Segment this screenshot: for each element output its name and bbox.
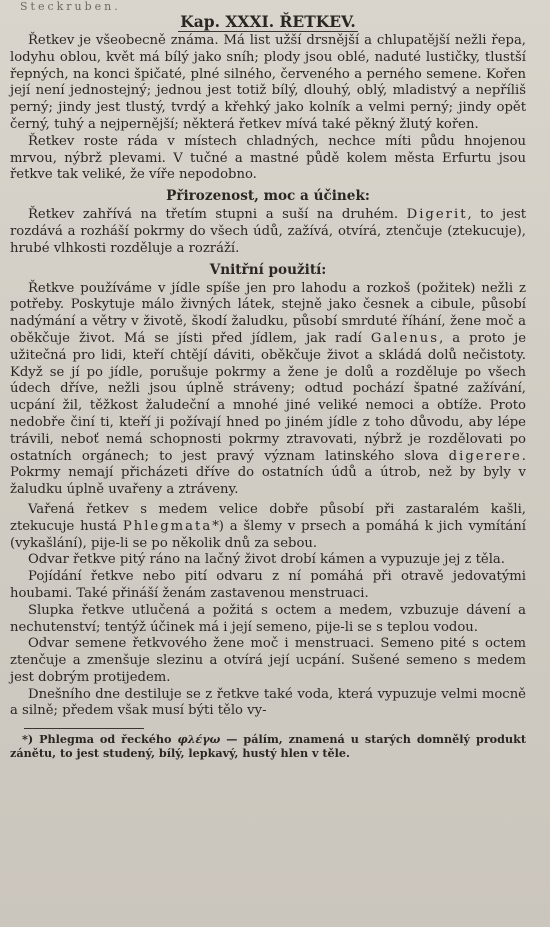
footnote-divider [24,728,144,729]
internal-text-2: , a proto je užitečná pro lidi, kteří chtějí dáviti, oběkčuje život a skládá dolů nečistoty. Když se jí po jídle, porušuje pokrmy a žene je dolů a rozděluje po všech údech dříve, nežli jsou úplně stráveny; odtud pochází špatné zažívání, ucpání žil, těžkost žaludeční a mnohé jiné veliké nemoci a obtíže. Proto nedobře činí ti, kteří ji požívají hned po jiném jídle z toho důvodu, aby lépe trávili, neboť nemá schopnosti pokrmy ztravovati, nýbrž je rozdělovati po ostatních orgánech; to jest pravý význam latinského slova [10,330,526,464]
nature-term: Digerit [406,207,468,223]
remedy-paragraph-1 [10,502,526,552]
internal-use-paragraph [10,281,526,499]
nature-paragraph [10,207,526,257]
nature-text-before: Řetkev zahřívá na třetím stupni a suší na druhém. [28,207,407,223]
remedy-text-after: *) a šlemy v prsech a pomáhá k jich vymítání (vykašlání), pije-li se po několik dnů za sebou. [10,518,527,551]
chapter-title [10,12,526,32]
remedy-paragraph-3: Pojídání řetkve nebo pití odvaru z ní pomáhá při otravě jedovatými houbami. Také přináší ženám zastavenou menstruaci. [10,569,526,601]
remedy-text: Vařená řetkev s medem velice dobře působí při zastaralém kašli, ztekucuje hustá [10,501,526,534]
footnote [10,732,526,760]
footnote-greek: φλέγω [177,732,221,747]
heading-nature: Přirozenost, moc a účinek: [166,188,370,205]
remedy-paragraph-2: Odvar řetkve pitý ráno na lačný život drobí kámen a vypuzuje jej z těla. [28,552,505,568]
footnote-term: Phlegma [39,732,94,747]
remedy-paragraph-6: Dnešního dne destiluje se z řetkve také voda, která vypuzuje velmi mocně a silně; předem však musí býti tělo vy- [10,686,526,719]
footnote-middle: od řeckého [93,732,178,747]
nature-text-after: , to jest rozdává a rozháší pokrmy do všech údů, zažívá, otvírá, ztenčuje (ztekucuje), hrubé vlhkosti rozděluje a rozráží. [10,207,527,256]
internal-text-3: . Pokrmy nemají přicházeti dříve do ostatních údů a útrob, než by byly v žaludku úplně uvařeny a ztráveny. [10,448,526,498]
header-fragment: Steckruben. [20,0,121,13]
remedy-paragraph-5: Odvar semene řetkvového žene moč i menstruaci. Semeno pité s octem ztenčuje a zmenšuje slezinu a otvírá její ucpání. Sušené semeno s medem jest dobrým protijedem. [10,636,526,685]
remedy-paragraph-4: Slupka řetkve utlučená a požitá s octem a medem, vzbuzuje dávení a nechutenství; tentýž účinek má i její semeno, pije-li se s teplou vodou. [10,602,526,635]
galenus-name: Galenus [370,330,440,346]
chapter-title-text: Kap. XXXI. ŘETKEV. [180,12,356,31]
intro-paragraph-2: Řetkev roste ráda v místech chladných, nechce míti půdu hnojenou mrvou, nýbrž plevami. V tučné a mastné půdě kolem města Erfurtu jsou řetkve tak veliké, že víře nepodobno. [10,133,526,183]
footnote-rest: — pálím, znamená u starých domnělý produkt zánětu, to jest studený, bílý, lepkavý, hustý hlen v těle. [10,732,526,761]
phlegmata-term: Phlegmata [122,518,213,534]
footnote-marker: *) [22,732,40,747]
internal-text-1: Řetkve používáme v jídle spíše jen pro lahodu a rozkoš (požitek) nežli z potřeby. Poskytuje málo živných látek, stejně jako česnek a cibule, působí nadýmání a větry v životě, škodí žaludku, působí smrduté říhání, žene moč a oběkčuje život. Má se jísti před jídlem, jak radí [10,280,526,346]
digerere-term: digerere [448,448,522,464]
intro-paragraph-1: Řetkev je všeobecně známa. Má list užší drsnější a chlupatější nežli řepa, lodyhu oblou, květ má bílý jako sníh; plody jsou oblé, naduté lustičky, tlustší řepných, na konci špičaté, plné silného, červeného a perného semene. Kořen její není jednostejný; jednou jest totiž bílý, dlouhý, oblý, mladistvý a nepříliš perný; jindy jest tlustý, tvrdý a křehký jako kolník a velmi perný; jindy opět černý, tuhý a nejpernější; některá řetkev mívá také pěkný žlutý kořen. [10,33,526,132]
heading-internal-use: Vnitřní použití: [209,261,327,278]
